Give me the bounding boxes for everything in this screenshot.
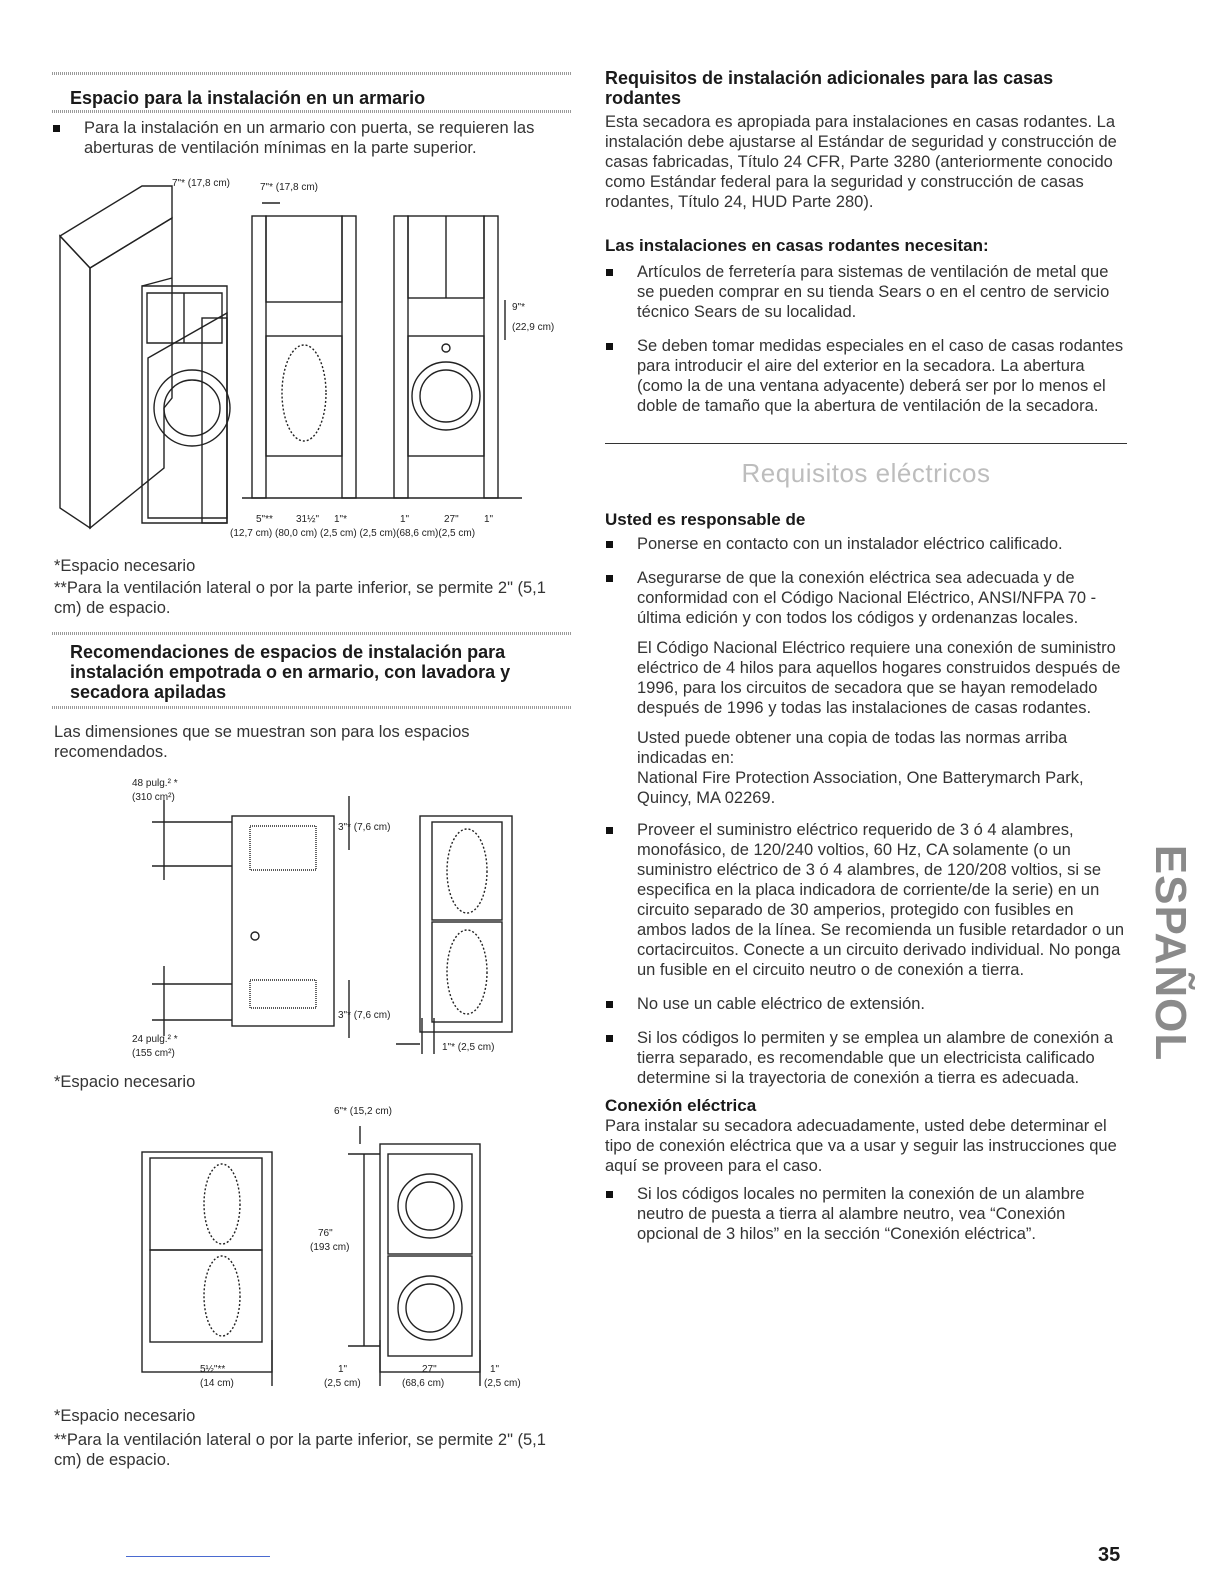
rule xyxy=(52,706,572,709)
dim-label: 1" xyxy=(490,1364,500,1375)
rule xyxy=(52,72,572,75)
note-required: *Espacio necesario xyxy=(54,1073,196,1091)
section-title-electrical: Requisitos eléctricos xyxy=(741,458,991,488)
stacked-recessed-diagram xyxy=(112,1100,532,1400)
rule xyxy=(52,632,572,635)
footer-rule xyxy=(126,1556,270,1557)
dim-label: 27" xyxy=(444,514,459,525)
dim-label: 1" xyxy=(400,514,410,525)
connection-title: Conexión eléctrica xyxy=(605,1096,757,1115)
dim-label: 27" xyxy=(422,1364,437,1375)
dim-label: 31½" xyxy=(296,514,320,525)
section-title-recommended: Recomendaciones de espacios de instalación para instalación empotrada o en armario, con lavadora y secadora apiladas xyxy=(70,642,511,702)
bullet-item: Si los códigos locales no permiten la conexión de un alambre neutro de puesta a tierra al alambre neutro, vea “Conexión opcional de 3 hilos” en la sección “Conexión eléctrica”. xyxy=(605,1184,1125,1244)
dim-label: 6"* (15,2 cm) xyxy=(334,1106,393,1117)
page-number: 35 xyxy=(1098,1544,1121,1566)
mobile-bullets xyxy=(605,254,1125,424)
dim-label: 7"* (17,8 cm) xyxy=(260,182,319,193)
mobile-body: Esta secadora es apropiada para instalaciones en casas rodantes. La instalación debe ajustarse al Estándar de seguridad y construcción de casas fabricadas, Título 24 CFR, Parte 3280 (anteriormente conocido como Estándar federal para la seguridad y construcción de casas rodantes, Título 24, HUD Parte 280). xyxy=(605,113,1117,211)
language-side-tab xyxy=(1142,830,1202,1066)
dim-label: 48 pulg.² * xyxy=(132,778,178,789)
dim-label: 9"* xyxy=(512,302,526,313)
note-required: *Espacio necesario xyxy=(54,557,196,575)
bullet-item: Artículos de ferretería para sistemas de ventilación de metal que se pueden comprar en su tienda Sears o en el centro de servicio técnico Sears de su localidad. xyxy=(605,262,1125,322)
dim-label: (12,7 cm) (80,0 cm) (2,5 cm) (2,5 cm)(68,6 cm)(2,5 cm) xyxy=(230,528,476,539)
dim-label: (193 cm) xyxy=(310,1242,350,1253)
closet-clearance-diagram xyxy=(52,168,572,546)
responsible-title: Usted es responsable de xyxy=(605,510,806,529)
bullet-item: Ponerse en contacto con un instalador eléctrico calificado. xyxy=(605,534,1125,554)
note-ventilation: **Para la ventilación lateral o por la parte inferior, se permite 2" (5,1 cm) de espacio. xyxy=(54,1431,546,1469)
bullet-closet: Para la instalación en un armario con puerta, se requieren las aberturas de ventilación mínimas en la parte superior. xyxy=(52,118,570,158)
rule xyxy=(52,110,572,113)
intro-dimensions: Las dimensiones que se muestran son para los espacios recomendados. xyxy=(54,723,470,761)
dim-label: 3"* (7,6 cm) xyxy=(338,1010,391,1021)
paragraph: El Código Nacional Eléctrico requiere una conexión de suministro eléctrico de 4 hilos para aquellos hogares construidos después de 1996, para los circuitos de secadora que se hayan remodelado después de 1996 y todas las instalaciones de casas rodantes. xyxy=(637,639,1121,717)
dim-label: (14 cm) xyxy=(200,1378,234,1389)
paragraph: National Fire Protection Association, One Batterymarch Park, Quincy, MA 02269. xyxy=(637,769,1084,807)
note-ventilation: **Para la ventilación lateral o por la parte inferior, se permite 2" (5,1 cm) de espacio. xyxy=(54,579,546,617)
bullet-item: Asegurarse de que la conexión eléctrica sea adecuada y de conformidad con el Código Nacional Eléctrico, ANSI/NFPA 70 - última edición y con todos los códigos y ordenanzas locales. xyxy=(605,568,1125,628)
mobile-subtitle: Las instalaciones en casas rodantes necesitan: xyxy=(605,236,989,255)
dim-label: (22,9 cm) xyxy=(512,322,555,333)
dim-label: 24 pulg.² * xyxy=(132,1034,178,1045)
dim-label: 3"* (7,6 cm) xyxy=(338,822,391,833)
dim-label: (68,6 cm) xyxy=(402,1378,445,1389)
bullet-item: No use un cable eléctrico de extensión. xyxy=(605,994,1125,1014)
dim-label: 5½"** xyxy=(200,1364,226,1375)
bullet-item: Si los códigos lo permiten y se emplea un alambre de conexión a tierra separado, es recomendable que un electricista calificado determine si la trayectoria de conexión a tierra es adecuada. xyxy=(605,1028,1125,1088)
dim-label: 5"** xyxy=(256,514,273,525)
dim-label: 76" xyxy=(318,1228,333,1239)
bullet-item: Se deben tomar medidas especiales en el caso de casas rodantes para introducir el aire del exterior en la secadora. La abertura (como la de una ventana adyacente) deberá ser por lo menos el doble de tamaño que la abertura de ventilación de la secadora. xyxy=(605,336,1125,416)
dim-label: 7"* (17,8 cm) xyxy=(172,178,231,189)
note-required: *Espacio necesario xyxy=(54,1407,196,1425)
paragraph: Usted puede obtener una copia de todas las normas arriba indicadas en: xyxy=(637,729,1068,767)
dim-label: 1" xyxy=(484,514,494,525)
section-divider xyxy=(605,443,1127,444)
section-title-mobile-homes: Requisitos de instalación adicionales para las casas rodantes xyxy=(605,68,1054,108)
connection-body: Para instalar su secadora adecuadamente, usted debe determinar el tipo de conexión eléctrica que va a usar y seguir las instrucciones que aquí se proveen para el caso. xyxy=(605,1117,1117,1175)
stacked-closet-door-diagram xyxy=(112,770,532,1066)
electrical-content xyxy=(605,526,1125,1252)
dim-label: (2,5 cm) xyxy=(324,1378,361,1389)
section-title-closet: Espacio para la instalación en un armario xyxy=(70,88,426,108)
bullet-item: Proveer el suministro eléctrico requerido de 3 ó 4 alambres, monofásico, de 120/240 voltios, 60 Hz, CA solamente (o un suministro eléctrico de 3 ó 4 alambres, de 120/208 voltios, si se especifica en la placa indicadora de corriente/de la serie) en un circuito separado de 30 amperios, protegido con fusibles en ambos lados de la línea. Se recomienda un fusible retardador o un cortacircuitos. Conecte a un circuito derivado individual. No ponga un fusible en el circuito neutro o de conexión a tierra. xyxy=(605,820,1125,980)
side-tab-label: ESPAÑOL xyxy=(1146,844,1195,1062)
dim-label: 1" xyxy=(338,1364,348,1375)
dim-label: (310 cm²) xyxy=(132,792,175,803)
dim-label: (155 cm²) xyxy=(132,1048,175,1059)
dim-label: 1"* xyxy=(334,514,348,525)
dim-label: (2,5 cm) xyxy=(484,1378,521,1389)
dim-label: 1"* (2,5 cm) xyxy=(442,1042,495,1053)
